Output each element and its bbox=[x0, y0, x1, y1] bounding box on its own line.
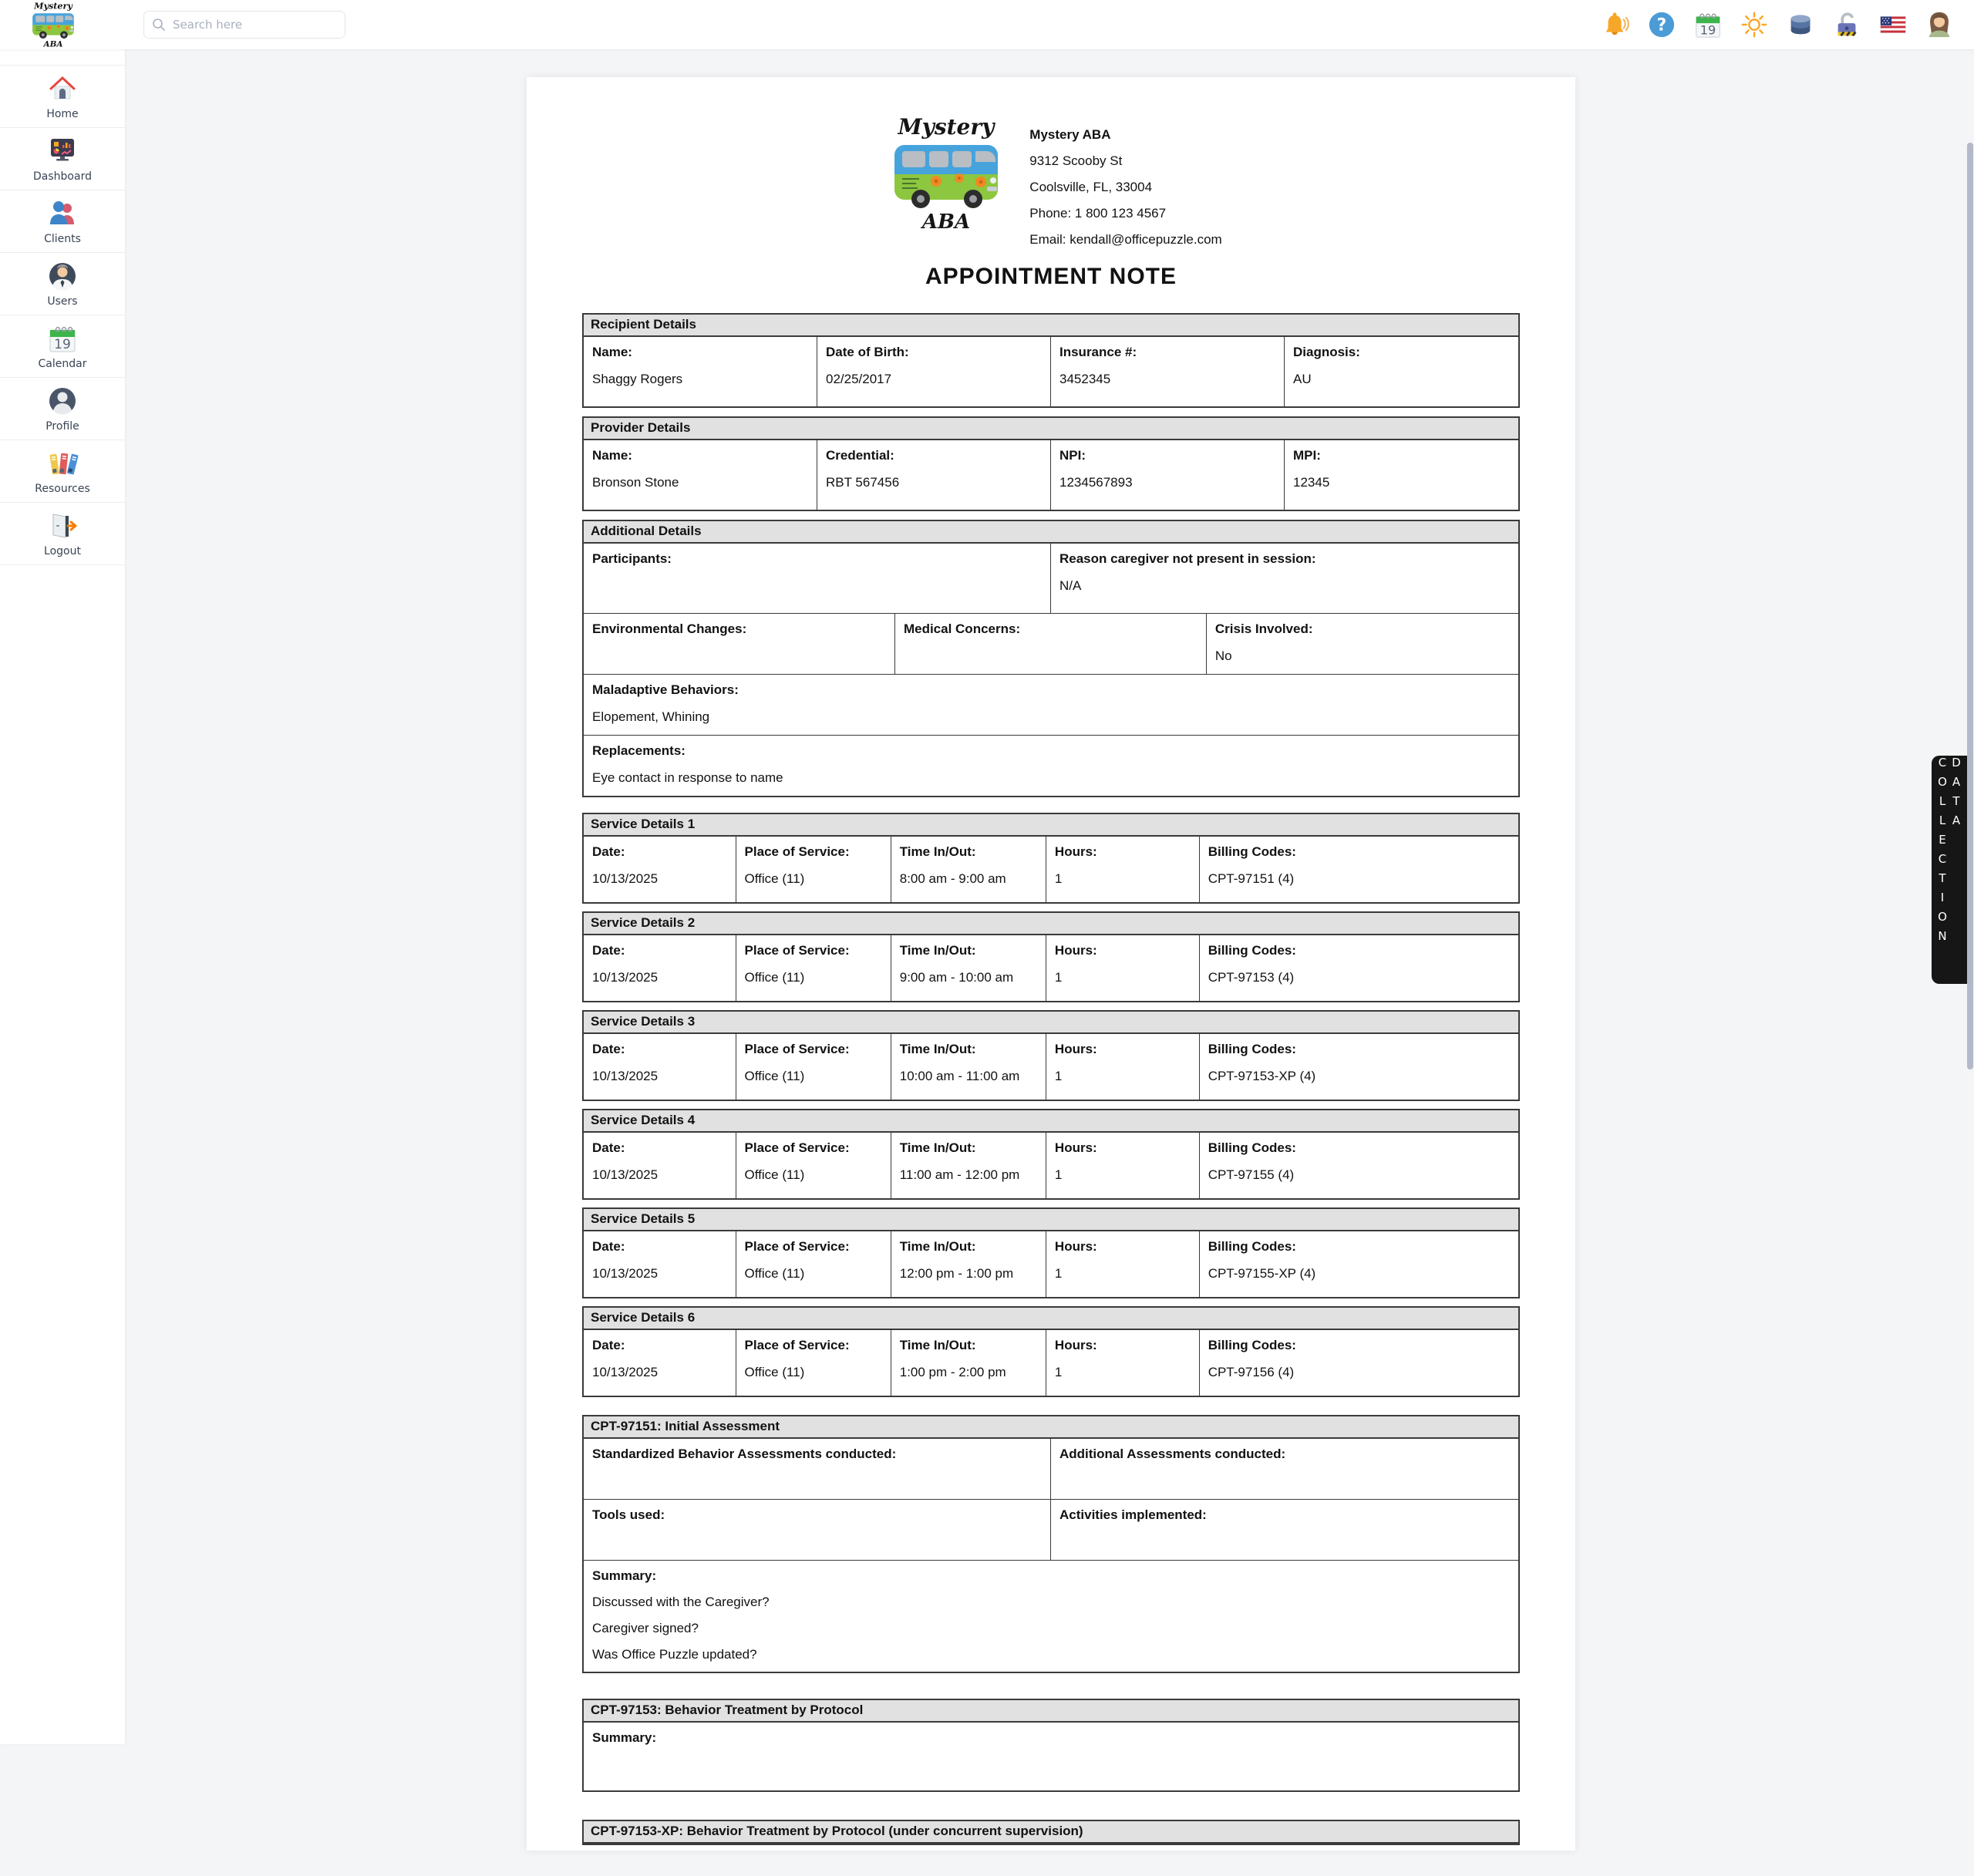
provider-mpi-label: MPI: bbox=[1293, 448, 1321, 463]
standardized-assessments-value bbox=[592, 1474, 1042, 1489]
top-bar-icons bbox=[1601, 0, 1954, 49]
dashboard-icon bbox=[47, 136, 78, 167]
recipient-diagnosis-value: AU bbox=[1293, 372, 1312, 386]
participants-value bbox=[592, 578, 1042, 594]
service-date-value: 10/13/2025 bbox=[592, 1069, 659, 1083]
service-date-value: 10/13/2025 bbox=[592, 970, 659, 985]
service-details-4-section bbox=[582, 1109, 1520, 1200]
medical-concerns-label: Medical Concerns: bbox=[903, 621, 1021, 636]
profile-icon bbox=[47, 386, 78, 416]
service-billing-value: CPT-97156 (4) bbox=[1208, 1365, 1295, 1379]
lock-icon[interactable] bbox=[1832, 10, 1861, 39]
replacements-value: Eye contact in response to name bbox=[592, 770, 783, 785]
recipient-insurance-label: Insurance #: bbox=[1059, 345, 1137, 359]
service-time-value: 1:00 pm - 2:00 pm bbox=[899, 1365, 1006, 1379]
service-time-value: 9:00 am - 10:00 am bbox=[899, 970, 1014, 985]
service-billing-value: CPT-97155 (4) bbox=[1208, 1167, 1295, 1182]
service-date-value: 10/13/2025 bbox=[592, 1167, 659, 1182]
environmental-changes-label: Environmental Changes: bbox=[592, 621, 747, 636]
maladaptive-behaviors-value: Elopement, Whining bbox=[592, 709, 710, 724]
service-place-value: Office (11) bbox=[744, 970, 805, 985]
svg-text:19: 19 bbox=[1699, 22, 1716, 38]
section-heading: Service Details 4 bbox=[584, 1110, 1518, 1133]
document-card bbox=[527, 77, 1575, 1851]
service-place-label: Place of Service: bbox=[744, 1140, 850, 1155]
recipient-dob-value: 02/25/2017 bbox=[826, 372, 892, 386]
sidebar-item-dashboard[interactable] bbox=[0, 127, 125, 190]
service-date-label: Date: bbox=[592, 1239, 625, 1254]
service-date-label: Date: bbox=[592, 1042, 625, 1056]
home-icon bbox=[47, 73, 78, 104]
sidebar-item-label: Home bbox=[46, 107, 79, 120]
service-billing-label: Billing Codes: bbox=[1208, 1338, 1296, 1352]
service-place-label: Place of Service: bbox=[744, 1338, 850, 1352]
section-heading: Additional Details bbox=[584, 521, 1518, 544]
service-hours-label: Hours: bbox=[1054, 1042, 1097, 1056]
cpt-97153-section bbox=[582, 1699, 1520, 1792]
sidebar-item-users[interactable] bbox=[0, 252, 125, 315]
service-place-label: Place of Service: bbox=[744, 1239, 850, 1254]
section-heading: CPT-97153-XP: Behavior Treatment by Protocol (under concurrent supervision) bbox=[584, 1821, 1518, 1844]
service-details-2-section bbox=[582, 911, 1520, 1002]
service-time-value: 12:00 pm - 1:00 pm bbox=[899, 1266, 1014, 1281]
crisis-involved-value: No bbox=[1214, 648, 1232, 663]
service-date-label: Date: bbox=[592, 1140, 625, 1155]
sidebar-item-home[interactable] bbox=[0, 65, 125, 127]
participants-label: Participants: bbox=[592, 551, 672, 566]
service-details-3-section bbox=[582, 1010, 1520, 1101]
service-hours-label: Hours: bbox=[1054, 844, 1097, 859]
service-hours-label: Hours: bbox=[1054, 1239, 1097, 1254]
service-billing-label: Billing Codes: bbox=[1208, 943, 1296, 958]
service-billing-label: Billing Codes: bbox=[1208, 844, 1296, 859]
recipient-name-label: Name: bbox=[592, 345, 632, 359]
service-time-label: Time In/Out: bbox=[899, 1042, 976, 1056]
help-icon[interactable] bbox=[1647, 10, 1676, 39]
service-place-value: Office (11) bbox=[744, 1069, 805, 1083]
service-date-value: 10/13/2025 bbox=[592, 871, 659, 886]
company-address-line2: Coolsville, FL, 33004 bbox=[1029, 180, 1153, 194]
service-place-value: Office (11) bbox=[744, 1167, 805, 1182]
service-time-value: 10:00 am - 11:00 am bbox=[899, 1069, 1020, 1083]
theme-sun-icon[interactable] bbox=[1740, 10, 1769, 39]
service-place-label: Place of Service: bbox=[744, 943, 850, 958]
service-time-label: Time In/Out: bbox=[899, 844, 976, 859]
sidebar-item-profile[interactable] bbox=[0, 377, 125, 440]
main-content bbox=[125, 49, 1974, 1838]
service-billing-value: CPT-97155-XP (4) bbox=[1208, 1266, 1316, 1281]
sidebar-item-calendar[interactable] bbox=[0, 315, 125, 377]
company-phone: Phone: 1 800 123 4567 bbox=[1029, 206, 1167, 221]
section-heading: Recipient Details bbox=[584, 315, 1518, 337]
section-heading: CPT-97153: Behavior Treatment by Protocol bbox=[584, 1700, 1518, 1723]
activities-implemented-value bbox=[1059, 1534, 1510, 1550]
service-hours-value: 1 bbox=[1054, 871, 1063, 886]
company-email: Email: kendall@officepuzzle.com bbox=[1029, 232, 1222, 247]
service-billing-label: Billing Codes: bbox=[1208, 1140, 1296, 1155]
service-details-1-section bbox=[582, 813, 1520, 904]
medical-concerns-value bbox=[904, 648, 1198, 664]
search-icon bbox=[152, 18, 166, 32]
notifications-bell-icon[interactable] bbox=[1601, 10, 1630, 39]
logout-icon bbox=[47, 510, 78, 541]
sidebar-item-label: Profile bbox=[45, 419, 79, 433]
mystery-aba-logo[interactable] bbox=[20, 2, 86, 48]
sidebar-item-label: Dashboard bbox=[33, 170, 92, 183]
service-time-value: 11:00 am - 12:00 pm bbox=[899, 1167, 1020, 1182]
section-heading: Service Details 2 bbox=[584, 913, 1518, 935]
service-time-label: Time In/Out: bbox=[899, 943, 976, 958]
section-heading: Service Details 3 bbox=[584, 1012, 1518, 1034]
service-details-5-section bbox=[582, 1207, 1520, 1298]
crisis-involved-label: Crisis Involved: bbox=[1214, 621, 1313, 636]
maladaptive-behaviors-label: Maladaptive Behaviors: bbox=[592, 682, 739, 697]
scrollbar bbox=[1967, 49, 1974, 1744]
scrollbar-thumb[interactable] bbox=[1967, 143, 1973, 1069]
sidebar-item-label: Resources bbox=[35, 482, 90, 495]
summary-line: Was Office Puzzle updated? bbox=[592, 1647, 757, 1662]
recipient-name-value: Shaggy Rogers bbox=[592, 372, 683, 386]
service-billing-label: Billing Codes: bbox=[1208, 1239, 1296, 1254]
provider-name-value: Bronson Stone bbox=[592, 475, 679, 490]
additional-assessments-label: Additional Assessments conducted: bbox=[1059, 1447, 1286, 1461]
top-bar bbox=[0, 0, 1974, 49]
sidebar-item-label: Users bbox=[47, 295, 78, 308]
service-hours-value: 1 bbox=[1054, 1069, 1063, 1083]
data-collection-tab-label: DATA COLLECTION bbox=[1935, 756, 1963, 948]
replacements-label: Replacements: bbox=[592, 743, 686, 758]
section-heading: CPT-97151: Initial Assessment bbox=[584, 1416, 1518, 1439]
clients-icon bbox=[47, 198, 78, 229]
service-date-label: Date: bbox=[592, 943, 625, 958]
sidebar-item-resources[interactable] bbox=[0, 440, 125, 502]
svg-text:?: ? bbox=[1656, 15, 1667, 35]
service-place-label: Place of Service: bbox=[744, 844, 850, 859]
provider-credential-label: Credential: bbox=[826, 448, 894, 463]
service-time-value: 8:00 am - 9:00 am bbox=[899, 871, 1006, 886]
provider-details-section bbox=[582, 416, 1520, 511]
cpt-97151-section bbox=[582, 1415, 1520, 1673]
service-place-label: Place of Service: bbox=[744, 1042, 850, 1056]
service-date-value: 10/13/2025 bbox=[592, 1266, 659, 1281]
sidebar-item-label: Calendar bbox=[38, 357, 87, 370]
tools-used-value bbox=[592, 1534, 1042, 1550]
document-title: APPOINTMENT NOTE bbox=[925, 264, 1177, 289]
provider-npi-label: NPI: bbox=[1059, 448, 1086, 463]
users-icon bbox=[47, 261, 78, 291]
search-box bbox=[143, 11, 345, 39]
service-hours-value: 1 bbox=[1054, 970, 1063, 985]
summary-line: Caregiver signed? bbox=[592, 1621, 699, 1635]
service-hours-value: 1 bbox=[1054, 1365, 1063, 1379]
provider-mpi-value: 12345 bbox=[1293, 475, 1330, 490]
document-header bbox=[582, 116, 1520, 253]
company-logo bbox=[880, 116, 1012, 231]
service-time-label: Time In/Out: bbox=[899, 1239, 976, 1254]
additional-details-section bbox=[582, 520, 1520, 797]
data-collection-tab[interactable] bbox=[1932, 756, 1967, 984]
service-date-label: Date: bbox=[592, 844, 625, 859]
sidebar-item-logout[interactable] bbox=[0, 502, 125, 565]
standardized-assessments-label: Standardized Behavior Assessments conducted: bbox=[592, 1447, 897, 1461]
database-icon[interactable] bbox=[1786, 10, 1815, 39]
tools-used-label: Tools used: bbox=[592, 1507, 665, 1522]
service-hours-value: 1 bbox=[1054, 1266, 1063, 1281]
appointment-note-document bbox=[527, 77, 1575, 1876]
service-time-label: Time In/Out: bbox=[899, 1338, 976, 1352]
service-time-label: Time In/Out: bbox=[899, 1140, 976, 1155]
service-details-6-section bbox=[582, 1306, 1520, 1397]
calendar-icon[interactable] bbox=[1693, 10, 1723, 39]
section-heading: Service Details 1 bbox=[584, 814, 1518, 837]
summary-label: Summary: bbox=[592, 1730, 657, 1745]
sidebar bbox=[0, 49, 125, 1744]
service-hours-label: Hours: bbox=[1054, 1140, 1097, 1155]
recipient-dob-label: Date of Birth: bbox=[826, 345, 909, 359]
service-billing-value: CPT-97153 (4) bbox=[1208, 970, 1295, 985]
caregiver-reason-value: N/A bbox=[1059, 578, 1082, 593]
provider-name-label: Name: bbox=[592, 448, 632, 463]
provider-credential-value: RBT 567456 bbox=[826, 475, 900, 490]
resources-icon bbox=[47, 448, 78, 479]
section-heading: Provider Details bbox=[584, 418, 1518, 440]
service-date-label: Date: bbox=[592, 1338, 625, 1352]
svg-text:19: 19 bbox=[54, 336, 71, 352]
language-flag-icon[interactable] bbox=[1878, 10, 1908, 39]
user-avatar[interactable] bbox=[1925, 10, 1954, 39]
search-input[interactable] bbox=[171, 17, 337, 32]
section-heading: Service Details 5 bbox=[584, 1209, 1518, 1231]
service-hours-label: Hours: bbox=[1054, 943, 1097, 958]
sidebar-item-clients[interactable] bbox=[0, 190, 125, 252]
recipient-diagnosis-label: Diagnosis: bbox=[1293, 345, 1360, 359]
summary-label: Summary: bbox=[592, 1568, 657, 1583]
service-hours-label: Hours: bbox=[1054, 1338, 1097, 1352]
section-heading: Service Details 6 bbox=[584, 1308, 1518, 1330]
company-name: Mystery ABA bbox=[1029, 127, 1111, 142]
sidebar-item-label: Clients bbox=[44, 232, 81, 245]
company-address-line1: 9312 Scooby St bbox=[1029, 153, 1123, 168]
summary-line: Discussed with the Caregiver? bbox=[592, 1595, 770, 1609]
service-place-value: Office (11) bbox=[744, 1365, 805, 1379]
service-place-value: Office (11) bbox=[744, 1266, 805, 1281]
service-hours-value: 1 bbox=[1054, 1167, 1063, 1182]
sidebar-item-label: Logout bbox=[44, 544, 81, 557]
calendar-icon bbox=[47, 323, 78, 354]
cpt-97153-xp-section bbox=[582, 1820, 1520, 1845]
caregiver-reason-label: Reason caregiver not present in session: bbox=[1059, 551, 1316, 566]
service-date-value: 10/13/2025 bbox=[592, 1365, 659, 1379]
additional-assessments-value bbox=[1059, 1474, 1510, 1489]
summary-empty bbox=[592, 1746, 1510, 1781]
provider-npi-value: 1234567893 bbox=[1059, 475, 1133, 490]
environmental-changes-value bbox=[592, 648, 886, 664]
recipient-insurance-value: 3452345 bbox=[1059, 372, 1111, 386]
service-billing-label: Billing Codes: bbox=[1208, 1042, 1296, 1056]
recipient-details-section bbox=[582, 313, 1520, 408]
company-info bbox=[1029, 116, 1221, 253]
service-billing-value: CPT-97151 (4) bbox=[1208, 871, 1295, 886]
activities-implemented-label: Activities implemented: bbox=[1059, 1507, 1207, 1522]
service-billing-value: CPT-97153-XP (4) bbox=[1208, 1069, 1316, 1083]
service-place-value: Office (11) bbox=[744, 871, 805, 886]
